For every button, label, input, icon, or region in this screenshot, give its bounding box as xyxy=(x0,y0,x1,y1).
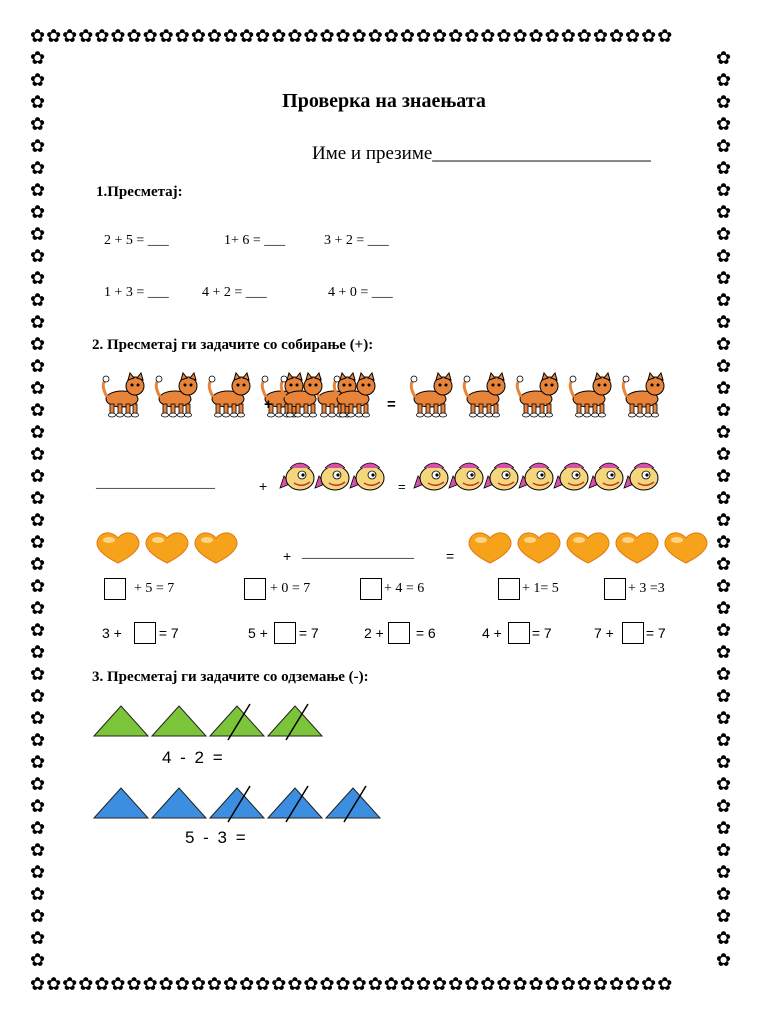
cats-middle-group xyxy=(276,372,386,418)
cat-icon xyxy=(334,373,375,417)
triangle-shape xyxy=(152,706,206,736)
box-eq-3: + 4 = 6 xyxy=(360,578,424,600)
heart-icon xyxy=(616,533,658,563)
box2-eq-4: 4 + = 7 xyxy=(482,622,552,644)
heart-icon xyxy=(97,533,139,563)
border-left: ✿✿✿✿✿✿✿✿✿✿✿✿✿✿✿✿✿✿✿✿✿✿✿✿✿✿✿✿✿✿✿✿✿✿✿✿✿✿✿✿✿✿ xyxy=(30,48,46,971)
answer-box[interactable] xyxy=(604,578,626,600)
triangle-shape xyxy=(326,788,380,818)
cat-icon xyxy=(623,373,664,417)
fish-icon xyxy=(484,463,518,490)
blue-triangles xyxy=(94,786,394,822)
cat-icon xyxy=(517,373,558,417)
heart-icon xyxy=(518,533,560,563)
cats-right-group xyxy=(406,372,672,418)
fish-icon xyxy=(589,463,623,490)
box-eq-4: + 1= 5 xyxy=(498,578,559,600)
s1-eq-4: 1 + 3 = ___ xyxy=(104,285,169,300)
cats-equals: = xyxy=(387,396,396,413)
fish-plus: + xyxy=(259,478,268,494)
border-bottom: ✿✿✿✿✿✿✿✿✿✿✿✿✿✿✿✿✿✿✿✿✿✿✿✿✿✿✿✿✿✿✿✿✿✿✿✿✿✿✿✿ xyxy=(30,976,674,995)
section1-heading: 1.Пресметај: xyxy=(96,184,183,200)
heart-icon xyxy=(567,533,609,563)
box2-eq-2: 5 + = 7 xyxy=(248,622,319,644)
fish-blank[interactable]: _________________ xyxy=(96,476,215,491)
hearts-right-group xyxy=(466,529,716,565)
blue-equation: 5 - 3 = xyxy=(185,828,246,847)
triangle-shape xyxy=(152,788,206,818)
s1-eq-3: 3 + 2 = ___ xyxy=(324,233,389,248)
page-title: Проверка на знаењата xyxy=(282,90,486,112)
answer-box[interactable] xyxy=(498,578,520,600)
answer-box[interactable] xyxy=(360,578,382,600)
border-top: ✿✿✿✿✿✿✿✿✿✿✿✿✿✿✿✿✿✿✿✿✿✿✿✿✿✿✿✿✿✿✿✿✿✿✿✿✿✿✿✿ xyxy=(30,28,674,47)
triangle-shape xyxy=(268,706,322,736)
s1-eq-6: 4 + 0 = ___ xyxy=(328,285,393,300)
answer-box[interactable] xyxy=(388,622,410,644)
box-eq-5: + 3 =3 xyxy=(604,578,665,600)
fish-icon xyxy=(624,463,658,490)
fish-icon xyxy=(315,463,349,490)
triangle-shape xyxy=(94,706,148,736)
section3-heading: 3. Пресметај ги задачите со одземање (-): xyxy=(92,669,369,685)
triangle-shape xyxy=(210,788,264,818)
answer-box[interactable] xyxy=(134,622,156,644)
s1-eq-5: 4 + 2 = ___ xyxy=(202,285,267,300)
answer-box[interactable] xyxy=(274,622,296,644)
fish-icon xyxy=(519,463,553,490)
heart-icon xyxy=(665,533,707,563)
hearts-blank[interactable]: ________________ xyxy=(302,546,414,561)
green-triangles xyxy=(94,704,334,740)
triangle-shape xyxy=(94,788,148,818)
green-equation: 4 - 2 = xyxy=(162,748,223,767)
fish-icon xyxy=(414,463,448,490)
name-field[interactable]: Име и презиме_______________________ xyxy=(312,143,651,164)
box-eq-1: + 5 = 7 xyxy=(104,578,174,600)
fish-icon xyxy=(350,463,384,490)
cat-icon xyxy=(156,373,197,417)
cat-icon xyxy=(209,373,250,417)
box2-eq-5: 7 + = 7 xyxy=(594,622,666,644)
hearts-equals: = xyxy=(446,548,455,564)
answer-box[interactable] xyxy=(244,578,266,600)
s1-eq-2: 1+ 6 = ___ xyxy=(224,233,286,248)
s1-eq-1: 2 + 5 = ___ xyxy=(104,233,169,248)
cat-icon xyxy=(570,373,611,417)
cats-plus: + xyxy=(264,396,273,413)
box2-eq-3: 2 + = 6 xyxy=(364,622,436,644)
triangle-shape xyxy=(210,706,264,736)
heart-icon xyxy=(469,533,511,563)
answer-box[interactable] xyxy=(508,622,530,644)
cat-icon xyxy=(103,373,144,417)
hearts-plus: + xyxy=(283,548,292,564)
fish-icon xyxy=(280,463,314,490)
section2-heading: 2. Пресметај ги задачите со собирање (+): xyxy=(92,337,374,353)
triangle-shape xyxy=(268,788,322,818)
hearts-left-group xyxy=(94,529,264,565)
fish-icon xyxy=(449,463,483,490)
cats-left-group xyxy=(98,372,258,418)
cat-icon xyxy=(281,373,322,417)
box2-eq-1: 3 + = 7 xyxy=(102,622,179,644)
fish-equals: = xyxy=(398,479,406,494)
box-eq-2: + 0 = 7 xyxy=(244,578,310,600)
answer-box[interactable] xyxy=(104,578,126,600)
cat-icon xyxy=(464,373,505,417)
cat-icon xyxy=(411,373,452,417)
fish-middle-group xyxy=(280,458,390,498)
fish-right-group xyxy=(414,458,672,498)
heart-icon xyxy=(195,533,237,563)
border-right: ✿✿✿✿✿✿✿✿✿✿✿✿✿✿✿✿✿✿✿✿✿✿✿✿✿✿✿✿✿✿✿✿✿✿✿✿✿✿✿✿✿✿ xyxy=(716,48,732,971)
heart-icon xyxy=(146,533,188,563)
answer-box[interactable] xyxy=(622,622,644,644)
fish-icon xyxy=(554,463,588,490)
